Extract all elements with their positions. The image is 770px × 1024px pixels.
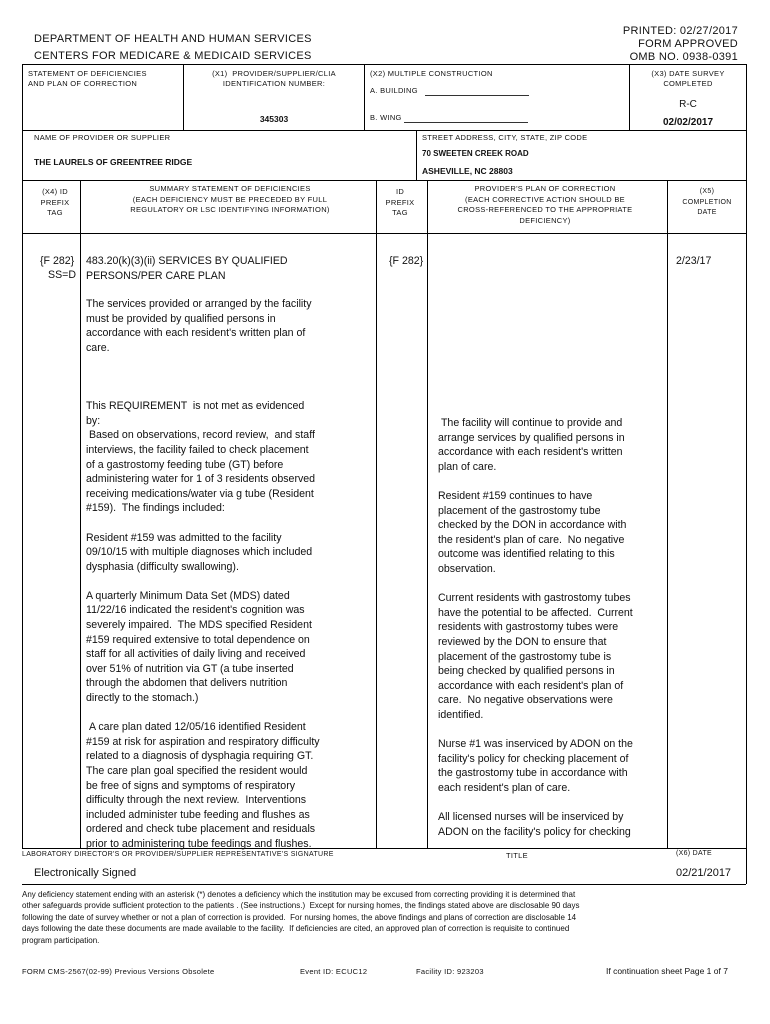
provider-name: THE LAURELS OF GREENTREE RIDGE — [34, 157, 193, 167]
disclaimer-text: Any deficiency statement ending with an asterisk (*) denotes a deficiency which the institution may be excused from correcting providing it is determined that other safeguards provide sufficient protection to the patients . (See instructions.) Except for nursing homes, the findings stated above are disclosable 90 days following the date of survey whether or not a plan of correction is provided. For nursing homes, the above findings and plans of correction are disclosable 14 days following the date these documents are made available to the facility. If deficiencies are cited, an approved plan of correction is requisite to continued program participation. — [22, 890, 580, 945]
border-left — [22, 64, 23, 848]
col-divider-2 — [376, 180, 377, 848]
summary-header: SUMMARY STATEMENT OF DEFICIENCIES (EACH DEFICIENCY MUST BE PRECEDED BY FULL REGULATORY OR LSC IDENTIFYING INFORMATION) — [130, 184, 330, 214]
deficiency-paragraph: A quarterly Minimum Data Set (MDS) dated 11/22/16 indicated the resident's cognition was severely impaired. The MDS specified Resident #159 required extensive to total dependence on staff for all activities of daily living and received over 51% of nutrition via GT (a tube inserted through the abdomen that delivers nutrition directly to the stomach.) — [86, 589, 312, 705]
completion-date: 2/23/17 — [676, 255, 712, 267]
street-address: 70 SWEETEN CREEK ROAD — [422, 149, 529, 158]
wing-underline — [404, 122, 528, 123]
x5-header: (X5) COMPLETION DATE — [682, 188, 732, 216]
tag-right: {F 282} — [389, 255, 424, 267]
rule-colheads — [22, 180, 746, 181]
form-approved: FORM APPROVED — [638, 38, 738, 50]
deficiency-paragraph — [86, 370, 374, 385]
agency-title: CENTERS FOR MEDICARE & MEDICAID SERVICES — [34, 50, 312, 62]
department-title: DEPARTMENT OF HEALTH AND HUMAN SERVICES — [34, 33, 312, 45]
address-label: STREET ADDRESS, CITY, STATE, ZIP CODE — [422, 133, 588, 142]
deficiency-title: 483.20(k)(3)(ii) SERVICES BY QUALIFIED PERSONS/PER CARE PLAN — [86, 255, 288, 282]
rule-provider — [22, 130, 746, 131]
plan-paragraph: The facility will continue to provide and arrange services by qualified persons in accordance with each resident's written plan of care. — [438, 417, 625, 473]
x3-date: 02/02/2017 — [662, 117, 714, 128]
divider-address — [416, 130, 417, 180]
printed-date: PRINTED: 02/27/2017 — [622, 25, 738, 37]
tag-left: {F 282} — [40, 255, 75, 267]
provider-name-label: NAME OF PROVIDER OR SUPPLIER — [34, 133, 171, 142]
col-divider-3 — [427, 180, 428, 848]
form-number: FORM CMS-2567(02-99) Previous Versions Obsolete — [22, 967, 215, 976]
statement-label: STATEMENT OF DEFICIENCIES AND PLAN OF CORRECTION — [28, 69, 147, 88]
x2-building: A. BUILDING — [370, 86, 418, 95]
rule-disclaimer — [22, 884, 746, 885]
col-divider-1 — [80, 180, 81, 848]
event-id: Event ID: ECUC12 — [300, 967, 368, 976]
divider-x2 — [364, 64, 365, 130]
border-right — [746, 64, 747, 884]
plan-paragraph: All licensed nurses will be inserviced by ADON on the facility's policy for checking — [438, 811, 631, 838]
col-divider-4 — [667, 180, 668, 848]
page-indicator: If continuation sheet Page 1 of 7 — [606, 966, 728, 976]
plan-header: PROVIDER'S PLAN OF CORRECTION (EACH CORRECTIVE ACTION SHOULD BE CROSS-REFERENCED TO THE APPROPRIATE DEFICIENCY) — [457, 184, 633, 225]
rule-top — [22, 64, 746, 65]
signature-value: Electronically Signed — [34, 867, 137, 879]
x2-label: (X2) MULTIPLE CONSTRUCTION — [370, 69, 493, 78]
deficiency-paragraph: This REQUIREMENT is not met as evidenced by: Based on observations, record review, and staff interviews, the facility failed to check placement of a gastrostomy feeding tube (GT) before administering water for 1 of 3 residents observed receiving medications/water via g tube (Resident #159). The findings included: — [86, 400, 316, 515]
title-label: TITLE — [506, 851, 528, 860]
x4-prefix-header: (X4) ID PREFIX TAG — [40, 187, 70, 217]
plan-paragraph: Resident #159 continues to have placement of the gastrostomy tube checked by the DON in accordance with the resident's plan of care. No negative outcome was identified relating to this observation. — [438, 489, 627, 575]
scope-severity: SS=D — [48, 269, 76, 281]
plan-text — [438, 416, 666, 854]
x3-rc: R-C — [679, 99, 697, 110]
x2-wing: B. WING — [370, 113, 402, 122]
plan-paragraph: Current residents with gastrostomy tubes have the potential to be affected. Current residents with gastrostomy tubes were reviewed by the DON to ensure that placement of the gastrostomy tube is being checked by qualified persons in accordance with each resident's plan of care. No negative observations were identified. — [438, 592, 633, 721]
plan-paragraph: Nurse #1 was inserviced by ADON on the facility's policy for checking placement of the gastrostomy tube in accordance with each resident's plan of care. — [438, 738, 633, 794]
signature-label: LABORATORY DIRECTOR'S OR PROVIDER/SUPPLIER REPRESENTATIVE'S SIGNATURE — [22, 851, 334, 858]
rule-body — [22, 233, 746, 234]
deficiency-paragraph: A care plan dated 12/05/16 identified Resident #159 at risk for aspiration and respiratory difficulty related to a diagnosis of dysphagia requiring GT. The care plan goal specified the resident would be free of signs and symptoms of respiratory difficulty through the next review. Interventions included administer tube feeding and flushes as ordered and check tube placement and residuals prior to administering tube feedings and flushes. — [86, 721, 320, 850]
deficiency-paragraph: Resident #159 was admitted to the facility 09/10/15 with multiple diagnoses which included dysphasia (difficulty swallowing). — [86, 531, 313, 573]
signature-date: 02/21/2017 — [676, 867, 732, 879]
date-label: (X6) DATE — [676, 850, 713, 857]
facility-id: Facility ID: 923203 — [416, 967, 484, 976]
x3-label: (X3) DATE SURVEY COMPLETED — [651, 69, 725, 88]
omb-number: OMB NO. 0938-0391 — [629, 51, 738, 63]
id-prefix-header: ID PREFIX TAG — [385, 187, 415, 217]
city-state-zip: ASHEVILLE, NC 28803 — [422, 166, 513, 176]
deficiency-text — [86, 297, 374, 866]
deficiency-paragraph: The services provided or arranged by the facility must be provided by qualified persons in accordance with each resident's written plan of care. — [86, 298, 312, 354]
x1-value: 345303 — [259, 114, 289, 124]
x1-label: (X1) PROVIDER/SUPPLIER/CLIA IDENTIFICATION NUMBER: — [212, 69, 336, 88]
building-underline — [425, 95, 529, 96]
